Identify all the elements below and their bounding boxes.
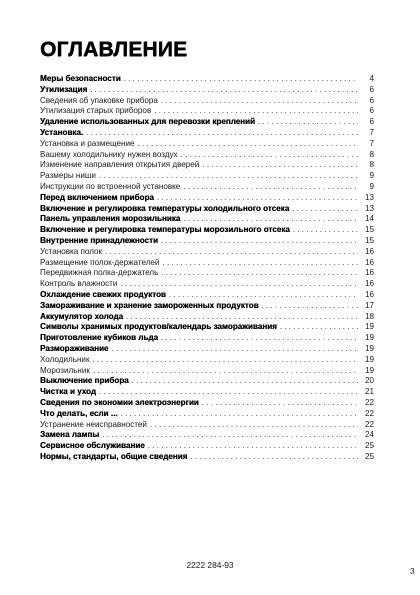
toc-entry[interactable] — [40, 182, 374, 193]
toc-dot-leader — [183, 182, 358, 193]
toc-entry-page: 16 — [364, 268, 374, 278]
toc-dot-leader — [161, 236, 358, 247]
toc-entry-page: 19 — [364, 354, 374, 364]
toc-entry-page: 16 — [364, 257, 374, 267]
toc-entry-page: 21 — [364, 387, 374, 397]
toc-entry[interactable] — [40, 117, 374, 128]
toc-entry-page: 25 — [364, 441, 374, 451]
toc-entry-label: Контроль влажности — [40, 279, 118, 289]
toc-entry-label: Охлаждение свежих продуктов — [40, 289, 166, 299]
toc-dot-leader — [181, 150, 358, 161]
toc-entry-page: 25 — [364, 451, 374, 461]
toc-entry-label: Чистка и уход — [40, 387, 97, 397]
toc-dot-leader — [258, 117, 358, 128]
toc-dot-leader — [292, 204, 358, 215]
toc-entry-page: 20 — [364, 376, 374, 386]
toc-dot-leader — [138, 139, 358, 150]
toc-dot-leader — [102, 430, 358, 441]
toc-entry-label: Панель управления морозильника — [40, 214, 181, 224]
toc-entry-label: Морозильник — [40, 365, 90, 375]
toc-entry-page: 16 — [364, 279, 374, 289]
toc-entry[interactable] — [40, 322, 374, 333]
toc-entry[interactable] — [40, 193, 374, 204]
toc-entry-page: 19 — [364, 343, 374, 353]
toc-dot-leader — [148, 441, 358, 452]
toc-entry[interactable] — [40, 204, 374, 215]
toc-entry-page: 4 — [369, 74, 374, 83]
toc-entry-page: 22 — [364, 397, 374, 407]
toc-dot-leader — [86, 128, 358, 139]
toc-entry[interactable] — [40, 247, 374, 258]
toc-entry-page: 19 — [364, 322, 374, 332]
toc-dot-leader — [150, 420, 358, 431]
toc-entry-page: 19 — [364, 333, 374, 343]
toc-entry-label: Изменение направления открытия дверей — [40, 160, 200, 170]
toc-entry-label: Установка. — [40, 127, 84, 137]
toc-entry-page: 14 — [364, 214, 374, 224]
toc-dot-leader — [124, 74, 358, 85]
toc-dot-leader — [190, 452, 358, 463]
toc-entry-label: Сервисное обслуживание — [40, 441, 145, 451]
toc-dot-leader — [154, 106, 358, 117]
toc-entry-label: Инструкции по встроенной установке — [40, 181, 181, 191]
toc-entry-label: Установка полок — [40, 246, 103, 256]
toc-dot-leader — [120, 279, 358, 290]
toc-entry-label: Утилизация старых приборов — [40, 106, 152, 116]
toc-dot-leader — [92, 355, 358, 366]
toc-entry-label: Приготовление кубиков льда — [40, 333, 158, 343]
toc-entry[interactable] — [40, 409, 374, 420]
toc-entry[interactable] — [40, 279, 374, 290]
page-title: ОГЛАВЛЕНИЕ — [40, 38, 188, 61]
toc-entry-page: 8 — [369, 149, 374, 159]
toc-entry-label: Холодильник — [40, 354, 90, 364]
toc-entry-label: Передвижная полка-держатель — [40, 268, 159, 278]
toc-dot-leader — [111, 344, 358, 355]
toc-entry-label: Размеры ниши — [40, 171, 96, 181]
toc-dot-leader — [161, 268, 358, 279]
toc-entry-page: 6 — [369, 84, 374, 94]
toc-entry[interactable] — [40, 150, 374, 161]
toc-entry-page: 17 — [364, 300, 374, 310]
toc-dot-leader — [105, 247, 358, 258]
toc-dot-leader — [162, 258, 358, 269]
toc-entry-label: Перед включением прибора — [40, 192, 154, 202]
toc-entry-label: Размораживание — [40, 343, 109, 353]
toc-dot-leader — [262, 301, 358, 312]
toc-entry-page: 22 — [364, 408, 374, 418]
toc-entry-page: 9 — [369, 181, 374, 191]
toc-entry[interactable] — [40, 398, 374, 409]
toc-entry-page: 24 — [364, 430, 374, 440]
toc-entry[interactable] — [40, 236, 374, 247]
toc-entry[interactable] — [40, 106, 374, 117]
toc-entry[interactable] — [40, 290, 374, 301]
toc-entry-page: 8 — [369, 160, 374, 170]
toc-dot-leader — [126, 312, 358, 323]
toc-entry-label: Включение и регулировка температуры морозильного отсека — [40, 225, 290, 235]
toc-entry[interactable] — [40, 96, 374, 107]
toc-entry-label: Установка и размещение — [40, 138, 135, 148]
toc-entry[interactable] — [40, 355, 374, 366]
toc-entry[interactable] — [40, 333, 374, 344]
toc-entry[interactable] — [40, 441, 374, 452]
table-of-contents — [40, 74, 374, 463]
toc-entry-label: Замена лампы — [40, 430, 100, 440]
toc-entry-page: 7 — [369, 138, 374, 148]
toc-entry-label: Размещение полок-держателей — [40, 257, 160, 267]
toc-entry-page: 15 — [364, 235, 374, 245]
toc-entry-label: Устранение неисправностей — [40, 419, 147, 429]
toc-entry-label: Вашему холодильнику нужен воздух — [40, 149, 178, 159]
toc-entry[interactable] — [40, 85, 374, 96]
toc-dot-leader — [93, 366, 358, 377]
toc-dot-leader — [293, 225, 358, 236]
page-number: 3 — [410, 566, 415, 576]
toc-entry-label: Сведения по экономии электроэнергии — [40, 397, 199, 407]
toc-entry[interactable] — [40, 452, 374, 463]
toc-dot-leader — [169, 290, 358, 301]
toc-entry[interactable] — [40, 420, 374, 431]
toc-entry[interactable] — [40, 387, 374, 398]
toc-entry-label: Замораживание и хранение замороженных продуктов — [40, 300, 259, 310]
toc-entry-page: 19 — [364, 365, 374, 375]
toc-entry-page: 6 — [369, 95, 374, 105]
toc-entry-page: 7 — [369, 127, 374, 137]
toc-entry-label: Удаление использованных для перевозки креплений — [40, 117, 255, 127]
toc-entry-page: 15 — [364, 225, 374, 235]
toc-entry[interactable] — [40, 366, 374, 377]
toc-dot-leader — [90, 85, 358, 96]
toc-entry-label: Выключение прибора — [40, 376, 129, 386]
toc-entry-page: 9 — [369, 171, 374, 181]
toc-entry[interactable] — [40, 312, 374, 323]
toc-entry[interactable] — [40, 139, 374, 150]
toc-entry[interactable] — [40, 74, 374, 85]
toc-entry[interactable] — [40, 430, 374, 441]
toc-entry-page: 6 — [369, 106, 374, 116]
toc-entry[interactable] — [40, 376, 374, 387]
toc-entry[interactable] — [40, 128, 374, 139]
toc-entry-page: 13 — [364, 203, 374, 213]
toc-entry[interactable] — [40, 225, 374, 236]
toc-entry[interactable] — [40, 160, 374, 171]
toc-entry[interactable] — [40, 268, 374, 279]
toc-dot-leader — [99, 387, 358, 398]
toc-dot-leader — [120, 409, 358, 420]
toc-entry[interactable] — [40, 344, 374, 355]
toc-dot-leader — [280, 322, 358, 333]
toc-entry-label: Что делать, если ... — [40, 408, 118, 418]
toc-dot-leader — [132, 376, 358, 387]
toc-entry-label: Меры безопасности — [40, 74, 121, 83]
toc-dot-leader — [183, 214, 358, 225]
toc-entry-label: Внутренние принадлежности — [40, 235, 158, 245]
toc-entry[interactable] — [40, 258, 374, 269]
toc-dot-leader — [161, 96, 358, 107]
toc-entry[interactable] — [40, 301, 374, 312]
toc-entry-page: 22 — [364, 419, 374, 429]
toc-entry-page: 18 — [364, 311, 374, 321]
toc-entry-label: Утилизация — [40, 84, 88, 94]
toc-entry-label: Символы хранимых продуктов/календарь замораживания — [40, 322, 277, 332]
toc-dot-leader — [161, 333, 358, 344]
toc-dot-leader — [202, 160, 358, 171]
toc-entry-page: 16 — [364, 289, 374, 299]
toc-entry[interactable] — [40, 214, 374, 225]
toc-entry-page: 6 — [369, 117, 374, 127]
toc-entry-label: Аккумулятор холода — [40, 311, 124, 321]
toc-dot-leader — [157, 193, 358, 204]
toc-dot-leader — [202, 398, 358, 409]
document-code: 2222 284-93 — [186, 560, 234, 570]
toc-entry-page: 13 — [364, 192, 374, 202]
toc-entry-page: 16 — [364, 246, 374, 256]
toc-entry-label: Нормы, стандарты, общие сведения — [40, 451, 188, 461]
toc-entry-label: Включение и регулировка температуры холодильного отсека — [40, 203, 290, 213]
toc-dot-leader — [99, 171, 358, 182]
toc-entry-label: Сведения об упаковке прибора — [40, 95, 158, 105]
toc-entry[interactable] — [40, 171, 374, 182]
